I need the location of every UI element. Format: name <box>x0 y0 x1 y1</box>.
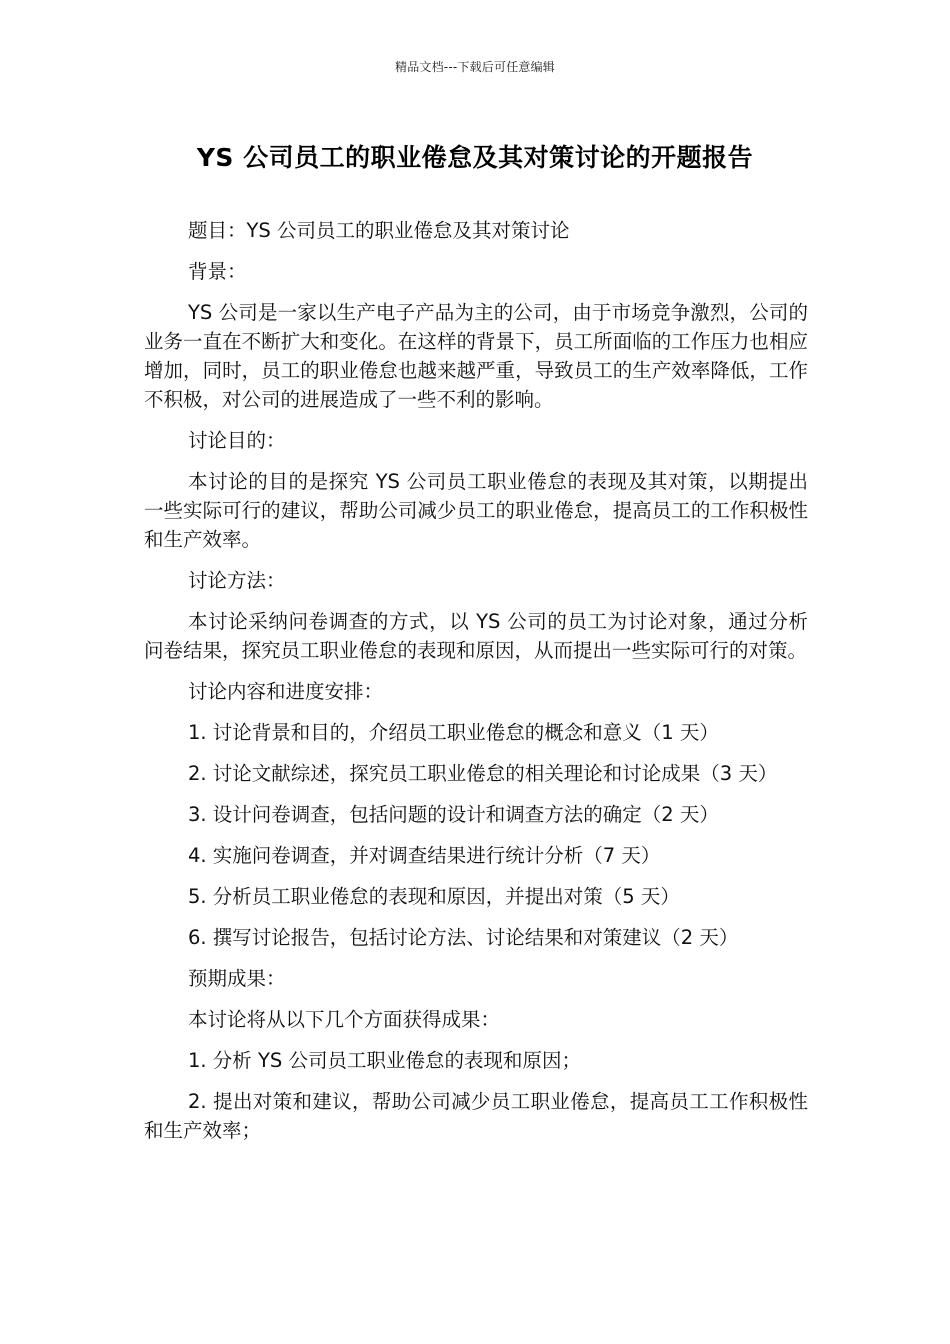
paragraph-topic: 题目：YS 公司员工的职业倦怠及其对策讨论 <box>188 219 570 242</box>
heading-background: 背景： <box>188 260 247 283</box>
result-item-2: 2. 提出对策和建议，帮助公司减少员工职业倦怠，提高员工工作积极性和生产效率； <box>144 1090 808 1142</box>
paragraph-expected-intro: 本讨论将从以下几个方面获得成果： <box>188 1008 501 1031</box>
header-note: 精品文档---下载后可任意编辑 <box>395 60 555 74</box>
paragraph-background: YS 公司是一家以生产电子产品为主的公司，由于市场竞争激烈，公司的业务一直在不断扩大和变化。在这样的背景下，员工所面临的工作压力也相应增加，同时，员工的职业倦怠也越来越严重，导致员工的生产效率降低，工作不积极，对公司的进展造成了一些不利的影响。 <box>144 301 808 411</box>
paragraph-method: 本讨论采纳问卷调查的方式，以 YS 公司的员工为讨论对象，通过分析问卷结果，探究员工职业倦怠的表现和原因，从而提出一些实际可行的对策。 <box>144 610 808 662</box>
heading-expected-results: 预期成果： <box>188 967 286 990</box>
schedule-item-4: 4. 实施问卷调查，并对调查结果进行统计分析（7 天） <box>188 844 661 867</box>
result-item-1: 1. 分析 YS 公司员工职业倦怠的表现和原因； <box>188 1049 581 1072</box>
document-title: YS 公司员工的职业倦怠及其对策讨论的开题报告 <box>196 143 754 172</box>
heading-method: 讨论方法： <box>188 569 286 592</box>
schedule-item-1: 1. 讨论背景和目的，介绍员工职业倦怠的概念和意义（1 天） <box>188 721 719 744</box>
document-body <box>144 216 808 1157</box>
schedule-item-5: 5. 分析员工职业倦怠的表现和原因，并提出对策（5 天） <box>188 885 680 908</box>
schedule-item-6: 6. 撰写讨论报告，包括讨论方法、讨论结果和对策建议（2 天） <box>188 926 739 949</box>
heading-purpose: 讨论目的： <box>188 429 286 452</box>
paragraph-purpose: 本讨论的目的是探究 YS 公司员工职业倦怠的表现及其对策，以期提出一些实际可行的建议，帮助公司减少员工的职业倦怠，提高员工的工作积极性和生产效率。 <box>144 470 808 551</box>
heading-schedule: 讨论内容和进度安排： <box>188 680 384 703</box>
schedule-item-3: 3. 设计问卷调查，包括问题的设计和调查方法的确定（2 天） <box>188 803 719 826</box>
schedule-item-2: 2. 讨论文献综述，探究员工职业倦怠的相关理论和讨论成果（3 天） <box>188 762 778 785</box>
